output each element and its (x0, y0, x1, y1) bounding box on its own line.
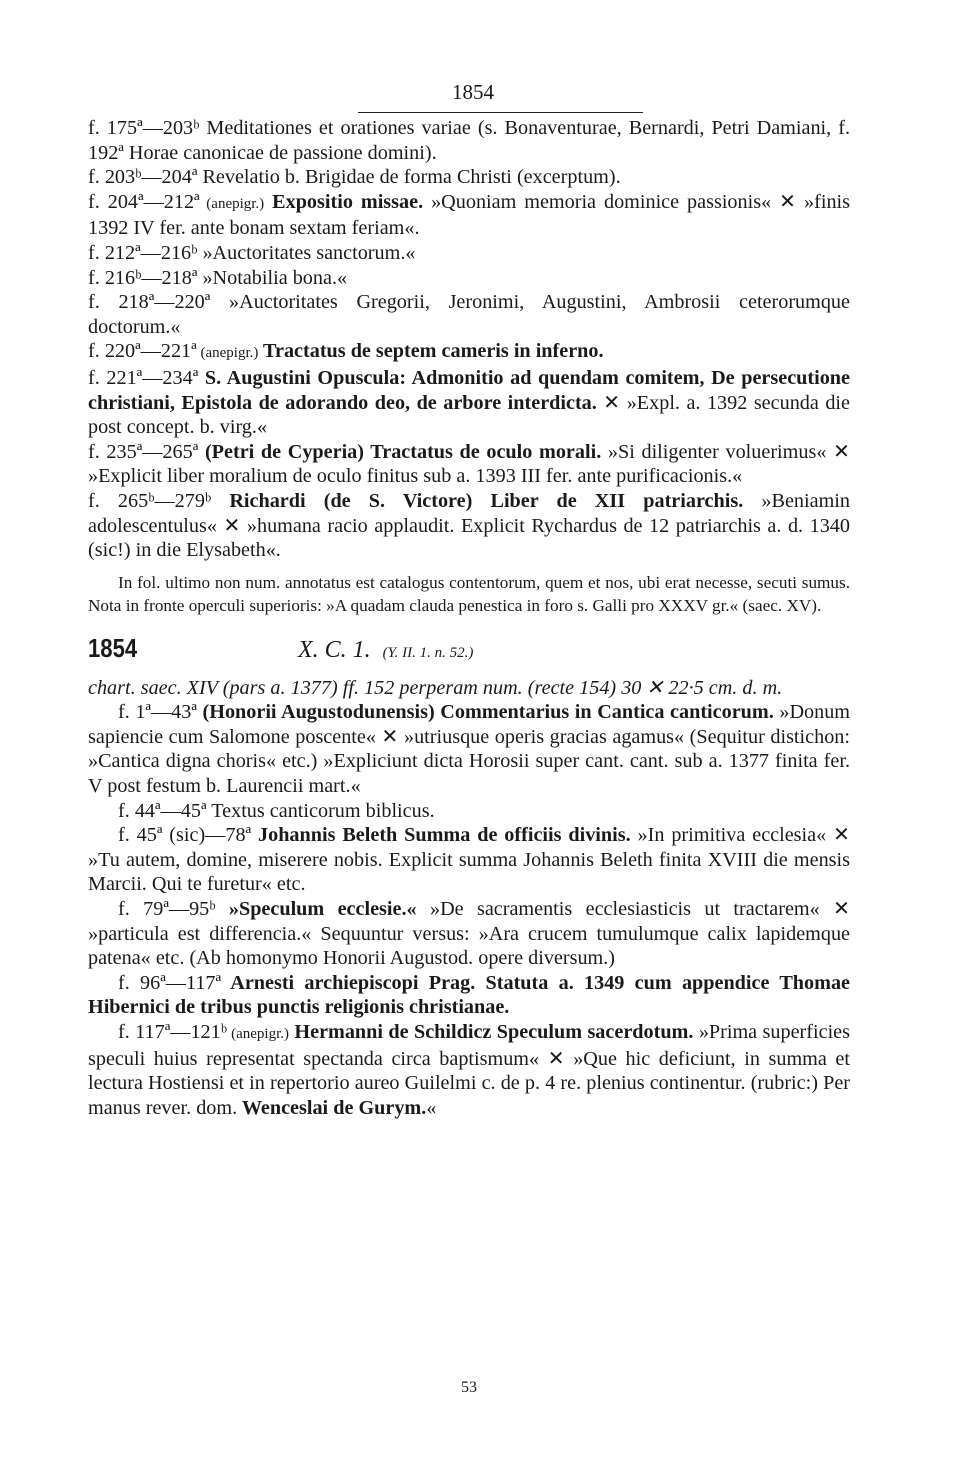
manuscript-heading (88, 632, 850, 676)
entry-ref: f. 1ª—43ª (118, 701, 197, 724)
entry (88, 165, 850, 190)
entry-ref: f. 216ᵇ—218ª (88, 266, 198, 289)
entry-text: Textus canticorum biblicus. (206, 799, 435, 822)
entry-text: »Prima superficies speculi huius representat spectanda circa baptismum« ✕ »Que hic deficiunt, in summa et lectura Hostiensi et in repertorio aureo Guilelmi c. de p. 4 re. plenius continentur. (rubric:) Per manus rever. dom. (88, 1021, 850, 1119)
header-rule (358, 112, 643, 113)
entry (88, 440, 850, 489)
entry-ref: f. 204ª—212ª (88, 190, 200, 213)
entry-bold: Richardi (de S. Victore) Liber de XII patriarchis. (211, 489, 744, 512)
footer-page-number: 53 (461, 1379, 477, 1396)
manuscript-signature: X. C. 1. (298, 636, 371, 663)
entry-text: ✕ »Expl. a. 1392 secunda die post concept. b. virg.« (88, 391, 850, 439)
page (88, 76, 851, 1396)
entry-bold: S. Augustini Opuscula: Admonitio ad quendam comitem, De persecutione christiani, Epistola de adorando deo, de arbore interdicta. (88, 366, 850, 414)
entry-ref: f. 44ª—45ª (118, 799, 207, 822)
entry-small: (anepigr.) (227, 1026, 289, 1042)
entry (88, 339, 850, 366)
entry-text: »Quoniam memoria dominice passionis« ✕ »finis 1392 IV fer. ante bonam sextam feriam«. (88, 190, 850, 240)
entry-text: Meditationes et orationes variae (s. Bonaventurae, Bernardi, Petri Damiani, f. 192ª Horae canonicae de passione domini). (88, 117, 851, 164)
manuscript-number: 1854 (88, 632, 138, 663)
entry-text: »Si diligenter voluerimus« ✕ »Explicit liber moralium de oculo finitus sub a. 1393 III fer. ante purificacionis.« (88, 440, 850, 488)
entry (88, 700, 850, 798)
page-number: 1854 (452, 80, 494, 104)
entry (88, 823, 850, 897)
entry (88, 1020, 850, 1120)
entry-text: »Auctoritates Gregorii, Jeronimi, Augustini, Ambrosii ceterorumque doctorum.« (88, 291, 850, 338)
entry (88, 366, 850, 440)
entry-text: »De sacramentis ecclesiasticis ut tractarem« ✕ »particula est differencia.« Sequuntur versus: »Ara crucem tumulumque calix lapidemque patena« etc. (Ab homonymo Honorii Augustod. opere diversum.) (88, 898, 850, 970)
entry (88, 116, 850, 165)
entry-small: (anepigr.) (199, 195, 265, 212)
entry-ref: f. 45ª (sic)—78ª (118, 824, 252, 847)
entries-bottom (88, 700, 850, 1120)
entry-text: »Notabilia bona.« (197, 266, 348, 289)
entry-tail: « (426, 1096, 437, 1119)
entry-ref: f. 203ᵇ—204ª (88, 166, 198, 189)
entry-ref: f. 218ª—220ª (88, 291, 211, 314)
entry-ref: f. 221ª—234ª (88, 366, 199, 389)
entry-bold: Hermanni de Schildicz Speculum sacerdotum. (289, 1021, 694, 1043)
entry-bold: Johannis Beleth Summa de officiis divinis. (251, 824, 631, 847)
entry-bold: »Speculum ecclesie.« (215, 898, 417, 921)
entry (88, 290, 850, 339)
entry (88, 799, 850, 824)
entry-bold: Tractatus de septem cameris in inferno. (258, 340, 604, 363)
old-signature: (Y. II. 1. n. 52.) (382, 644, 474, 661)
entry (88, 897, 850, 971)
note: In fol. ultimo non num. annotatus est catalogus contentorum, quem et nos, ubi erat necesse, secuti sumus. Nota in fronte operculi superioris: »A quadam clauda penestica in foro s. Galli pro XXXV gr.« (saec. XV). (88, 572, 850, 616)
entry-text: Revelatio b. Brigidae de forma Christi (excerptum). (197, 166, 621, 189)
entry-text: »Beniamin adolescentulus« ✕ »humana racio applaudit. Explicit Rychardus de 12 patriarchis a. d. 1340 (sic!) in die Elysabeth«. (88, 489, 850, 562)
entry (88, 489, 850, 563)
entry-ref: f. 175ª—203ᵇ (88, 117, 200, 139)
manuscript-description: chart. saec. XIV (pars a. 1377) ff. 152 perperam num. (recte 154) 30 ✕ 22·5 cm. d. m. (88, 676, 783, 699)
entry (88, 190, 850, 241)
running-head (88, 76, 850, 116)
entry-ref: f. 117ª—121ᵇ (118, 1021, 227, 1043)
entry-bold2: Wenceslai de Gurym. (237, 1096, 427, 1119)
entry-text: »Auctoritates sanctorum.« (197, 241, 416, 264)
entry (88, 266, 850, 291)
entry-ref: f. 212ª—216ᵇ (88, 241, 198, 264)
entry-ref: f. 220ª—221ª (88, 340, 197, 363)
entry-bold: Arnesti archiepiscopi Prag. Statuta a. 1349 cum appendice Thomae Hibernici de tribus punctis religionis christianae. (88, 971, 850, 1019)
entry-ref: f. 265ᵇ—279ᵇ (88, 489, 212, 512)
entry-small: (anepigr.) (196, 345, 259, 362)
entry-ref: f. 79ª—95ᵇ (118, 898, 216, 921)
entry-text: »In primitiva ecclesia« ✕ »Tu autem, domine, miserere nobis. Explicit summa Johannis Beleth finita XVIII die mensis Marcii. Qui te furetur« etc. (88, 824, 851, 896)
entry-ref: f. 235ª—265ª (88, 440, 199, 463)
entry-text: »Donum sapiencie cum Salomone poscente« ✕ »utriusque operis gracias agamus« (Sequitur distichon: »Cantica digna choris« etc.) »Expliciunt dicta Horosii super cant. cant. sub a. 1377 finita fer. V post festum b. Laurencii mart.« (88, 701, 851, 798)
entry (88, 241, 850, 266)
entry-bold: Expositio missae. (264, 190, 424, 213)
entry (88, 971, 850, 1020)
entry-bold: (Petri de Cyperia) Tractatus de oculo morali. (198, 440, 602, 463)
entries-top (88, 116, 850, 563)
entry-ref: f. 96ª—117ª (118, 971, 222, 994)
entry-bold: (Honorii Augustodunensis) Commentarius in Cantica canticorum. (196, 701, 774, 724)
